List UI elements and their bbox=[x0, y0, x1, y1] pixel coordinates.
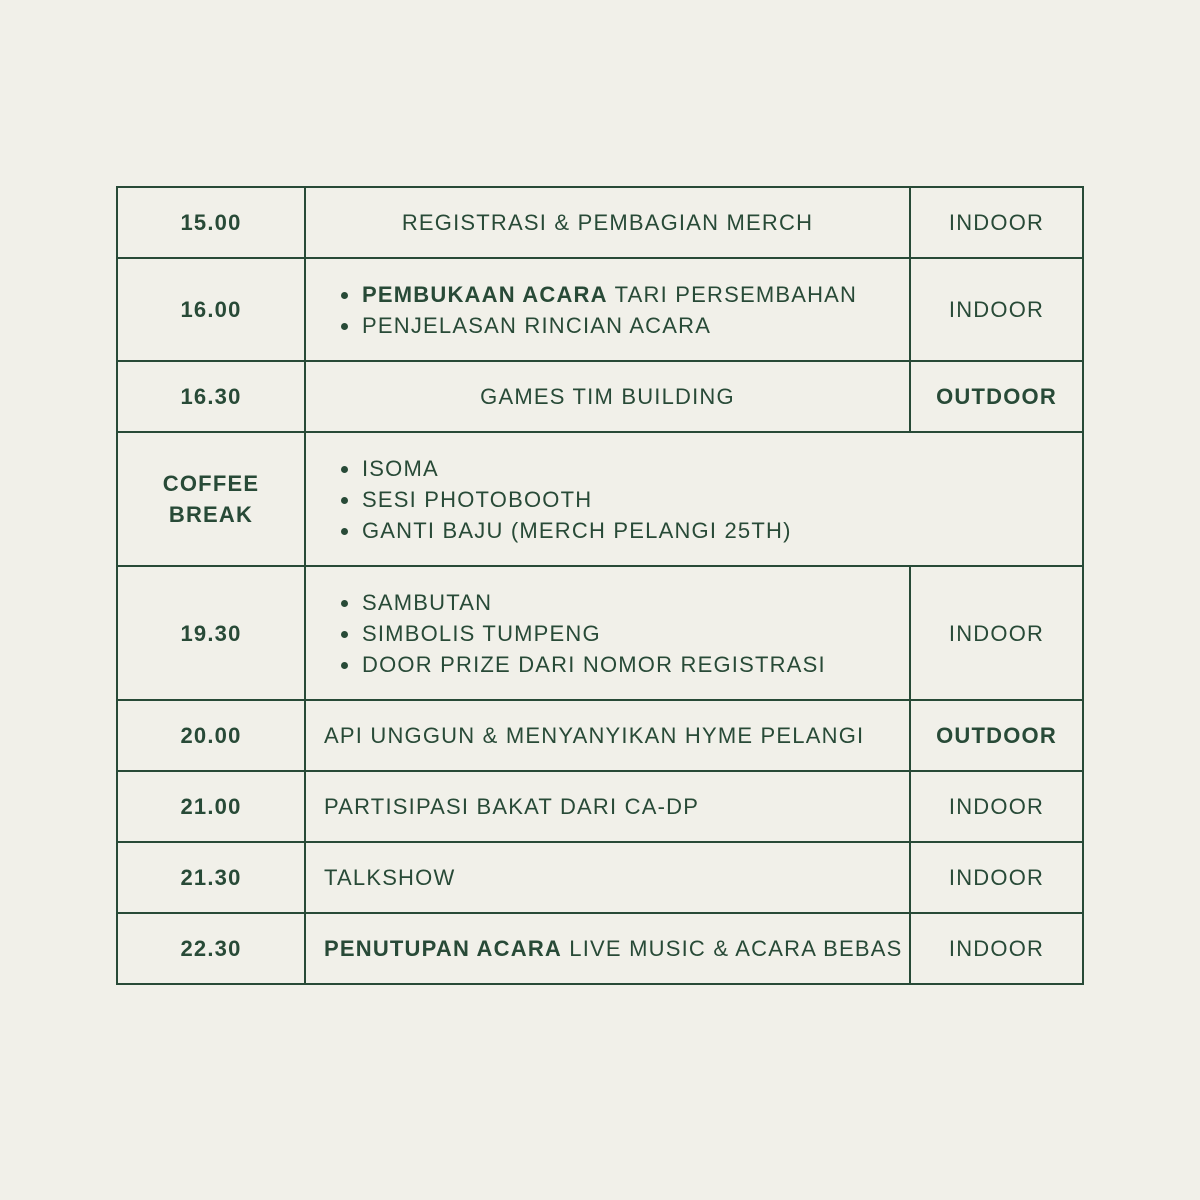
activity-list-item bbox=[362, 279, 909, 310]
activity-highlight: PENUTUPAN ACARA bbox=[324, 936, 562, 961]
activity-text: TARI PERSEMBAHAN bbox=[607, 281, 858, 307]
time-cell: 21.00 bbox=[117, 771, 305, 842]
time-cell: 20.00 bbox=[117, 700, 305, 771]
schedule-row bbox=[117, 432, 1083, 566]
activity-highlight: PEMBUKAAN ACARA bbox=[362, 281, 608, 307]
location-cell: INDOOR bbox=[910, 566, 1083, 700]
activity-list-item: SESI PHOTOBOOTH bbox=[362, 484, 1082, 515]
schedule-row bbox=[117, 771, 1083, 842]
activity-list-item: DOOR PRIZE DARI NOMOR REGISTRASI bbox=[362, 649, 909, 680]
activity-list-item: SIMBOLIS TUMPENG bbox=[362, 618, 909, 649]
time-cell: 16.00 bbox=[117, 258, 305, 361]
location-cell: OUTDOOR bbox=[910, 361, 1083, 432]
activity-list bbox=[324, 587, 909, 680]
activity-list bbox=[324, 453, 1082, 546]
location-cell: INDOOR bbox=[910, 187, 1083, 258]
time-cell: 16.30 bbox=[117, 361, 305, 432]
time-cell: 21.30 bbox=[117, 842, 305, 913]
event-schedule-table bbox=[116, 186, 1084, 985]
activity-cell: TALKSHOW bbox=[305, 842, 910, 913]
schedule-row bbox=[117, 187, 1083, 258]
schedule-row bbox=[117, 258, 1083, 361]
activity-cell bbox=[305, 913, 910, 984]
time-cell bbox=[117, 432, 305, 566]
location-cell: OUTDOOR bbox=[910, 700, 1083, 771]
schedule-row bbox=[117, 566, 1083, 700]
activity-cell bbox=[305, 258, 910, 361]
time-label-line: BREAK bbox=[168, 502, 254, 527]
activity-list-item: SAMBUTAN bbox=[362, 587, 909, 618]
activity-cell: GAMES TIM BUILDING bbox=[305, 361, 910, 432]
activity-cell bbox=[305, 566, 910, 700]
location-cell: INDOOR bbox=[910, 913, 1083, 984]
location-cell: INDOOR bbox=[910, 258, 1083, 361]
activity-list-item: GANTI BAJU (MERCH PELANGI 25TH) bbox=[362, 515, 1082, 546]
activity-text: LIVE MUSIC & ACARA BEBAS bbox=[562, 936, 903, 961]
activity-cell: API UNGGUN & MENYANYIKAN HYME PELANGI bbox=[305, 700, 910, 771]
location-cell: INDOOR bbox=[910, 842, 1083, 913]
activity-list-item: ISOMA bbox=[362, 453, 1082, 484]
schedule-row bbox=[117, 913, 1083, 984]
schedule-row bbox=[117, 842, 1083, 913]
schedule-row bbox=[117, 700, 1083, 771]
activity-list bbox=[324, 279, 909, 341]
activity-list-item: PENJELASAN RINCIAN ACARA bbox=[362, 310, 909, 341]
time-cell: 15.00 bbox=[117, 187, 305, 258]
schedule-row bbox=[117, 361, 1083, 432]
time-label-line: COFFEE bbox=[162, 471, 260, 496]
time-cell: 19.30 bbox=[117, 566, 305, 700]
activity-cell: REGISTRASI & PEMBAGIAN MERCH bbox=[305, 187, 910, 258]
time-cell: 22.30 bbox=[117, 913, 305, 984]
activity-cell bbox=[305, 432, 1083, 566]
location-cell: INDOOR bbox=[910, 771, 1083, 842]
activity-cell: PARTISIPASI BAKAT DARI CA-DP bbox=[305, 771, 910, 842]
